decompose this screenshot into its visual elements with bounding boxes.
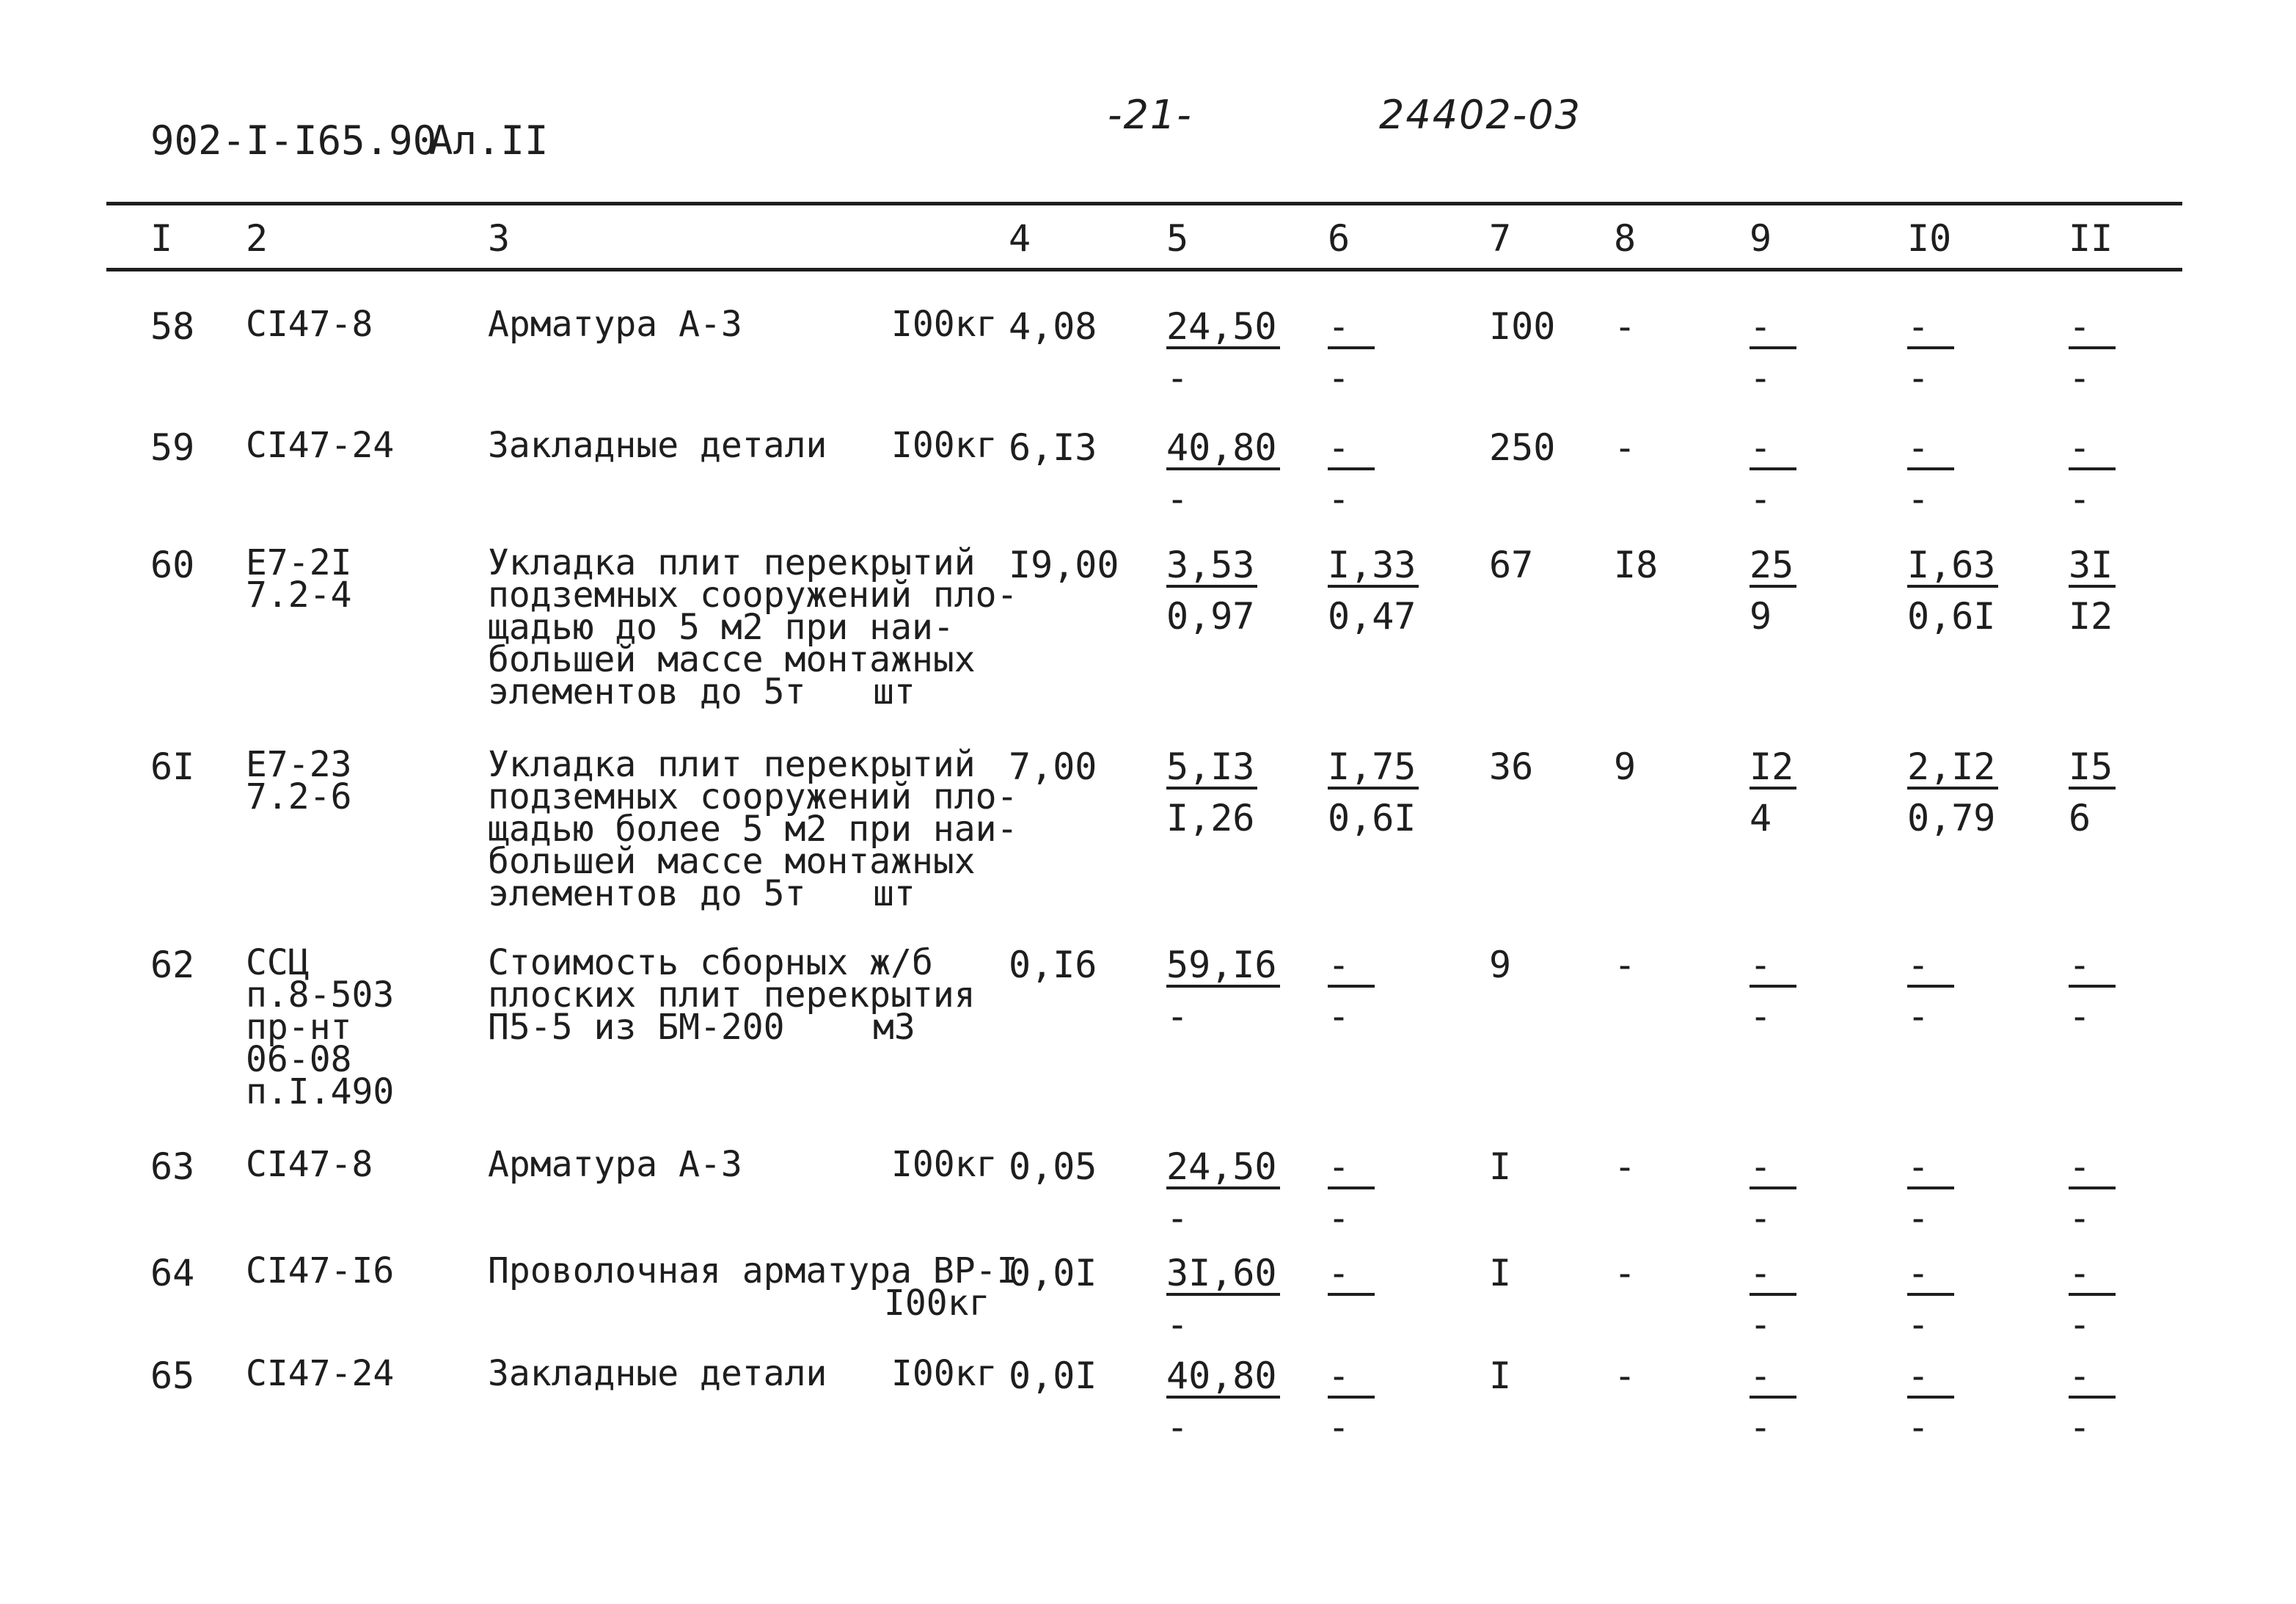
col11-value-denominator: - bbox=[2069, 478, 2091, 520]
col5-value-numerator: 24,50 bbox=[1166, 308, 1280, 349]
column-header-2: 2 bbox=[246, 217, 268, 260]
norm-code-line: 7.2-6 bbox=[246, 776, 352, 817]
col11-value-denominator: 6 bbox=[2069, 797, 2091, 839]
norm-code-line: CI47-24 bbox=[246, 425, 395, 466]
col9-value bbox=[1750, 305, 1796, 399]
row-number: 64 bbox=[150, 1252, 195, 1294]
page-number: -21- bbox=[1108, 92, 1193, 138]
col9-value-numerator: - bbox=[1750, 429, 1796, 470]
unit: шт bbox=[873, 671, 915, 712]
col10-value bbox=[1907, 944, 1954, 1038]
col10-value bbox=[1907, 544, 1998, 638]
work-description-line: щадью более 5 м2 при наи- bbox=[488, 809, 1018, 850]
document-number: 24402-03 bbox=[1379, 92, 1582, 138]
col11-value bbox=[2069, 944, 2116, 1038]
col10-value-numerator: - bbox=[1907, 1255, 1954, 1296]
row-number: 62 bbox=[150, 944, 195, 986]
col6-value-numerator: - bbox=[1328, 1357, 1375, 1399]
col5-value-denominator: - bbox=[1166, 1197, 1189, 1239]
col10-value-denominator: - bbox=[1907, 1197, 1930, 1239]
col11-value-numerator: - bbox=[2069, 429, 2116, 470]
work-description-line: большей массе монтажных bbox=[488, 841, 976, 882]
col8-value: - bbox=[1614, 305, 1637, 348]
norm-code bbox=[246, 542, 352, 616]
col9-value-numerator: 25 bbox=[1750, 547, 1796, 588]
col9-value-denominator: - bbox=[1750, 995, 1772, 1038]
work-description-line: Стоимость сборных ж/б bbox=[488, 942, 933, 983]
col5-value-numerator: 3I,60 bbox=[1166, 1255, 1280, 1296]
col5-value-denominator: 0,97 bbox=[1166, 595, 1255, 638]
col11-value bbox=[2069, 305, 2116, 399]
col8-value: - bbox=[1614, 944, 1637, 986]
row-number: 6I bbox=[150, 746, 195, 788]
col6-value-numerator: I,75 bbox=[1328, 748, 1419, 790]
quantity: I9,00 bbox=[1009, 544, 1119, 586]
col9-value bbox=[1750, 1357, 1796, 1446]
col7-value: 250 bbox=[1489, 426, 1556, 469]
norm-code bbox=[246, 942, 395, 1112]
col6-value-denominator: - bbox=[1328, 357, 1350, 399]
col9-value-denominator: 4 bbox=[1750, 797, 1772, 839]
col5-value-denominator: - bbox=[1166, 1303, 1189, 1346]
work-description-line: Арматура А-3 bbox=[488, 1144, 742, 1185]
col6-value bbox=[1328, 544, 1419, 638]
unit: I00кг bbox=[884, 1283, 990, 1324]
unit: м3 bbox=[873, 1007, 915, 1048]
work-description bbox=[488, 744, 1018, 914]
column-header-5: 5 bbox=[1166, 217, 1189, 260]
col6-value-numerator: - bbox=[1328, 429, 1375, 470]
unit: I00кг bbox=[891, 425, 998, 466]
work-description bbox=[488, 542, 1018, 712]
norm-code-line: пр-нт bbox=[246, 1007, 352, 1048]
col9-value bbox=[1750, 944, 1796, 1038]
col8-value: - bbox=[1614, 1145, 1637, 1188]
col5-value-denominator: - bbox=[1166, 1406, 1189, 1448]
quantity: 7,00 bbox=[1009, 746, 1097, 788]
work-description-line: Закладные детали bbox=[488, 1353, 827, 1394]
col9-value bbox=[1750, 746, 1796, 839]
col11-value-numerator: - bbox=[2069, 1148, 2116, 1189]
col10-value bbox=[1907, 746, 1998, 839]
col11-value-denominator: - bbox=[2069, 357, 2091, 399]
col7-value: 36 bbox=[1489, 746, 1534, 788]
col11-value bbox=[2069, 1252, 2116, 1346]
quantity: 0,I6 bbox=[1009, 944, 1097, 986]
col7-value: I bbox=[1489, 1252, 1512, 1294]
quantity: 0,0I bbox=[1009, 1355, 1097, 1397]
norm-code-line: CI47-I6 bbox=[246, 1250, 395, 1291]
col5-value bbox=[1166, 305, 1280, 399]
col6-value bbox=[1328, 944, 1375, 1038]
col6-value-numerator: - bbox=[1328, 308, 1375, 349]
album-number: Ал.II bbox=[429, 117, 549, 164]
work-description-line: плоских плит перекрытия bbox=[488, 974, 976, 1016]
col6-value-denominator: - bbox=[1328, 1406, 1350, 1448]
col10-value-denominator: - bbox=[1907, 1406, 1930, 1448]
col6-value-numerator: - bbox=[1328, 1255, 1375, 1296]
col6-value bbox=[1328, 1357, 1375, 1446]
col10-value bbox=[1907, 1145, 1954, 1239]
col11-value-numerator: - bbox=[2069, 1255, 2116, 1296]
col10-value-numerator: 2,I2 bbox=[1907, 748, 1998, 790]
norm-code bbox=[246, 1250, 395, 1291]
work-description-line: П5-5 из БМ-200 bbox=[488, 1007, 785, 1048]
col6-value-denominator: - bbox=[1328, 1197, 1350, 1239]
work-description-line: Проволочная арматура ВР-I bbox=[488, 1250, 1018, 1291]
col5-value bbox=[1166, 1145, 1280, 1239]
col8-value: 9 bbox=[1614, 746, 1637, 788]
col5-value-denominator: - bbox=[1166, 478, 1189, 520]
col5-value bbox=[1166, 544, 1257, 638]
col6-value-numerator: - bbox=[1328, 1148, 1375, 1189]
col10-value-numerator: - bbox=[1907, 1148, 1954, 1189]
table-top-rule bbox=[106, 202, 2182, 205]
col10-value bbox=[1907, 426, 1954, 520]
col10-value-numerator: - bbox=[1907, 947, 1954, 988]
col9-value-numerator: - bbox=[1750, 1255, 1796, 1296]
col9-value-numerator: - bbox=[1750, 308, 1796, 349]
col11-value bbox=[2069, 544, 2116, 638]
work-description-line: Арматура А-3 bbox=[488, 304, 742, 345]
col10-value-numerator: - bbox=[1907, 308, 1954, 349]
col6-value bbox=[1328, 746, 1419, 839]
work-description bbox=[488, 942, 994, 1048]
col8-value: - bbox=[1614, 1252, 1637, 1294]
col9-value bbox=[1750, 426, 1796, 520]
col7-value: I bbox=[1489, 1145, 1512, 1188]
norm-code bbox=[246, 1144, 373, 1185]
col9-value-denominator: - bbox=[1750, 478, 1772, 520]
col9-value-denominator: - bbox=[1750, 1303, 1772, 1346]
norm-code bbox=[246, 744, 352, 817]
col5-value bbox=[1166, 1252, 1280, 1346]
col8-value: - bbox=[1614, 1355, 1637, 1397]
row-number: 63 bbox=[150, 1145, 195, 1188]
norm-code-line: 7.2-4 bbox=[246, 575, 352, 616]
norm-code-line: E7-2I bbox=[246, 542, 352, 583]
column-header-8: 8 bbox=[1614, 217, 1637, 260]
work-description-line: большей массе монтажных bbox=[488, 639, 976, 680]
work-description-line: щадью до 5 м2 при наи- bbox=[488, 607, 954, 648]
col9-value-numerator: - bbox=[1750, 1357, 1796, 1399]
column-header-11: II bbox=[2069, 217, 2113, 260]
norm-code-line: ССЦ bbox=[246, 942, 310, 983]
col6-value-denominator: 0,6I bbox=[1328, 797, 1416, 839]
col11-value bbox=[2069, 426, 2116, 520]
col7-value: 9 bbox=[1489, 944, 1512, 986]
col5-value-numerator: 40,80 bbox=[1166, 1357, 1280, 1399]
col10-value-denominator: - bbox=[1907, 1303, 1930, 1346]
col10-value-denominator: 0,6I bbox=[1907, 595, 1996, 638]
col5-value-denominator: - bbox=[1166, 357, 1189, 399]
unit: I00кг bbox=[891, 1144, 998, 1185]
col10-value-numerator: I,63 bbox=[1907, 547, 1998, 588]
unit: I00кг bbox=[891, 1353, 998, 1394]
col11-value-numerator: 3I bbox=[2069, 547, 2116, 588]
column-header-6: 6 bbox=[1328, 217, 1350, 260]
work-description-line: элементов до 5т bbox=[488, 873, 806, 914]
quantity: 6,I3 bbox=[1009, 426, 1097, 469]
col5-value bbox=[1166, 746, 1257, 839]
norm-code-line: E7-23 bbox=[246, 744, 352, 785]
col9-value-numerator: - bbox=[1750, 947, 1796, 988]
column-header-4: 4 bbox=[1009, 217, 1031, 260]
norm-code bbox=[246, 304, 373, 345]
col11-value-denominator: - bbox=[2069, 995, 2091, 1038]
col9-value-numerator: - bbox=[1750, 1148, 1796, 1189]
unit: I00кг bbox=[891, 304, 998, 345]
col10-value-denominator: 0,79 bbox=[1907, 797, 1996, 839]
col6-value-denominator: 0,47 bbox=[1328, 595, 1416, 638]
col11-value-numerator: - bbox=[2069, 947, 2116, 988]
col5-value bbox=[1166, 1357, 1280, 1446]
col11-value-denominator: I2 bbox=[2069, 595, 2113, 638]
col8-value: - bbox=[1614, 426, 1637, 469]
col5-value bbox=[1166, 426, 1280, 520]
col7-value: I00 bbox=[1489, 305, 1556, 348]
column-header-3: 3 bbox=[488, 217, 511, 260]
col5-value-numerator: 3,53 bbox=[1166, 547, 1257, 588]
row-number: 60 bbox=[150, 544, 195, 586]
col6-value-denominator: - bbox=[1328, 478, 1350, 520]
col11-value-numerator: I5 bbox=[2069, 748, 2116, 790]
norm-code-line: CI47-8 bbox=[246, 304, 373, 345]
col5-value-denominator: I,26 bbox=[1166, 797, 1255, 839]
col11-value-numerator: - bbox=[2069, 1357, 2116, 1399]
col5-value bbox=[1166, 944, 1280, 1038]
col11-value bbox=[2069, 746, 2116, 839]
work-description-line: подземных сооружений пло- bbox=[488, 575, 1018, 616]
col7-value: 67 bbox=[1489, 544, 1534, 586]
col9-value-denominator: - bbox=[1750, 1197, 1772, 1239]
col11-value-denominator: - bbox=[2069, 1197, 2091, 1239]
col6-value bbox=[1328, 305, 1375, 399]
work-description-line: элементов до 5т bbox=[488, 671, 806, 712]
column-header-1: I bbox=[150, 217, 173, 260]
col9-value-denominator: - bbox=[1750, 357, 1772, 399]
norm-code bbox=[246, 425, 395, 466]
work-description-line: Укладка плит перекрытий bbox=[488, 542, 976, 583]
col10-value bbox=[1907, 1252, 1954, 1346]
col9-value-denominator: 9 bbox=[1750, 595, 1772, 638]
col6-value bbox=[1328, 1252, 1375, 1306]
col11-value-denominator: - bbox=[2069, 1303, 2091, 1346]
quantity: 0,0I bbox=[1009, 1252, 1097, 1294]
col8-value: I8 bbox=[1614, 544, 1659, 586]
col10-value-denominator: - bbox=[1907, 478, 1930, 520]
col9-value bbox=[1750, 1145, 1796, 1239]
col5-value-numerator: 59,I6 bbox=[1166, 947, 1280, 988]
col11-value bbox=[2069, 1145, 2116, 1239]
norm-code-line: CI47-8 bbox=[246, 1144, 373, 1185]
col6-value-numerator: I,33 bbox=[1328, 547, 1419, 588]
document-code: 902-I-I65.90 bbox=[150, 117, 437, 164]
col9-value bbox=[1750, 544, 1796, 638]
norm-code-line: п.I.490 bbox=[246, 1071, 395, 1112]
col10-value bbox=[1907, 305, 1954, 399]
col10-value-denominator: - bbox=[1907, 357, 1930, 399]
col11-value-numerator: - bbox=[2069, 308, 2116, 349]
col10-value-numerator: - bbox=[1907, 1357, 1954, 1399]
col11-value-denominator: - bbox=[2069, 1406, 2091, 1448]
quantity: 0,05 bbox=[1009, 1145, 1097, 1188]
work-description-line: подземных сооружений пло- bbox=[488, 776, 1018, 817]
work-description-line: Укладка плит перекрытий bbox=[488, 744, 976, 785]
row-number: 65 bbox=[150, 1355, 195, 1397]
col9-value bbox=[1750, 1252, 1796, 1346]
work-description-line: Закладные детали bbox=[488, 425, 827, 466]
table-header-rule bbox=[106, 268, 2182, 271]
col10-value-numerator: - bbox=[1907, 429, 1954, 470]
col10-value bbox=[1907, 1357, 1954, 1446]
col11-value bbox=[2069, 1357, 2116, 1446]
norm-code bbox=[246, 1353, 395, 1394]
unit: шт bbox=[873, 873, 915, 914]
norm-code-line: CI47-24 bbox=[246, 1353, 395, 1394]
col6-value-numerator: - bbox=[1328, 947, 1375, 988]
col9-value-denominator: - bbox=[1750, 1406, 1772, 1448]
col9-value-numerator: I2 bbox=[1750, 748, 1796, 790]
col5-value-numerator: 40,80 bbox=[1166, 429, 1280, 470]
row-number: 58 bbox=[150, 305, 195, 348]
column-header-10: I0 bbox=[1907, 217, 1952, 260]
col7-value: I bbox=[1489, 1355, 1512, 1397]
col6-value bbox=[1328, 426, 1375, 520]
col5-value-denominator: - bbox=[1166, 995, 1189, 1038]
col6-value bbox=[1328, 1145, 1375, 1239]
norm-code-line: 06-08 bbox=[246, 1039, 352, 1080]
col6-value-denominator: - bbox=[1328, 995, 1350, 1038]
row-number: 59 bbox=[150, 426, 195, 469]
norm-code-line: п.8-503 bbox=[246, 974, 395, 1016]
column-header-9: 9 bbox=[1750, 217, 1772, 260]
col5-value-numerator: 5,I3 bbox=[1166, 748, 1257, 790]
col10-value-denominator: - bbox=[1907, 995, 1930, 1038]
quantity: 4,08 bbox=[1009, 305, 1097, 348]
column-header-7: 7 bbox=[1489, 217, 1512, 260]
col5-value-numerator: 24,50 bbox=[1166, 1148, 1280, 1189]
